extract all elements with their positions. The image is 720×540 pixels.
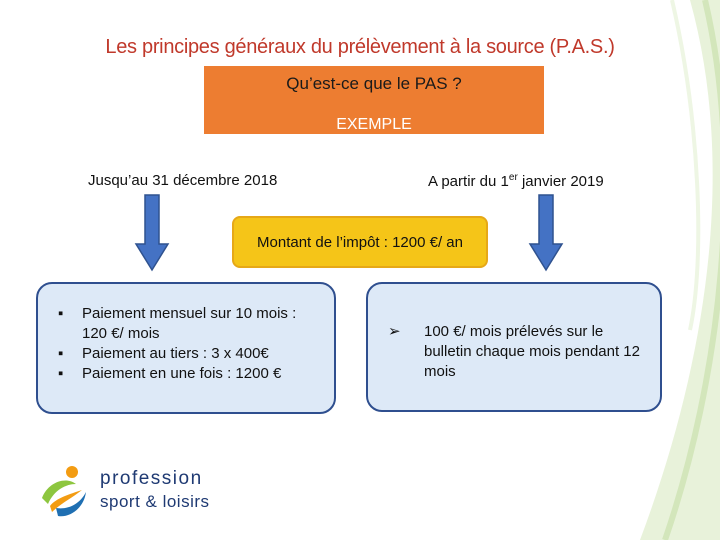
profession-sport-loisirs-logo: [36, 464, 226, 524]
right-date-label: [428, 172, 604, 190]
list-item: ▪ Paiement mensuel sur 10 mois : 120 €/ mois: [46, 304, 324, 344]
question-text: Qu’est-ce que le PAS ?: [286, 74, 462, 93]
tax-amount-box: Montant de l’impôt : 1200 €/ an: [232, 216, 488, 268]
logo-text-profession: profession: [100, 468, 203, 489]
logo-text-sport-loisirs: sport & loisirs: [100, 492, 210, 511]
list-item: ▪ Paiement au tiers : 3 x 400€: [46, 344, 324, 364]
list-item: ▪ Paiement en une fois : 1200 €: [46, 364, 324, 384]
before-pas-panel: [36, 282, 336, 414]
left-date-label: Jusqu’au 31 décembre 2018: [88, 172, 278, 189]
list-item: ➢ 100 €/ mois prélevés sur le bulletin chaque mois pendant 12 mois: [388, 322, 650, 382]
before-pas-list: [46, 304, 324, 384]
logo-mark-icon: [36, 464, 96, 524]
right-date-suffix: janvier 2019: [517, 173, 604, 190]
example-label: EXEMPLE: [336, 116, 412, 133]
right-date-superscript: er: [508, 172, 518, 183]
after-pas-panel: [366, 282, 662, 412]
slide-title: Les principes généraux du prélèvement à la source (P.A.S.): [105, 36, 615, 58]
down-arrow-left-icon: [134, 194, 170, 272]
question-banner: [204, 66, 544, 134]
after-pas-list: [388, 322, 650, 382]
down-arrow-right-icon: [528, 194, 564, 272]
right-date-prefix: A partir du 1: [428, 173, 509, 190]
